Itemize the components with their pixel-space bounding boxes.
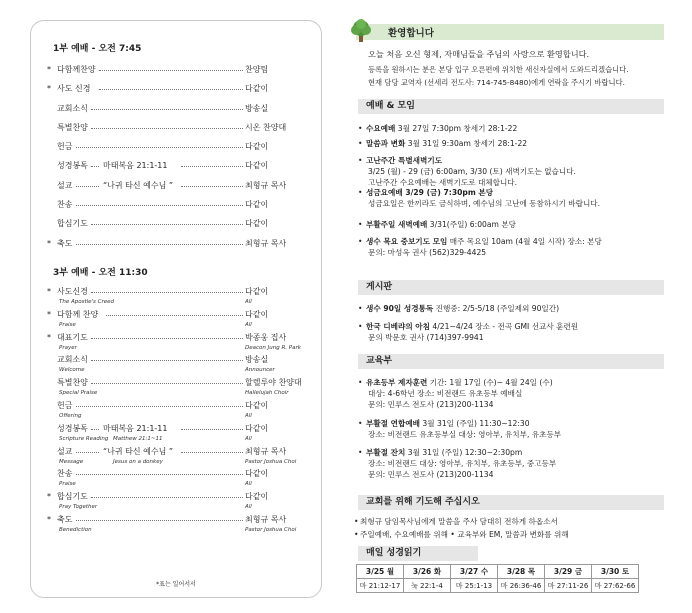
item-title: 성금요예배 3/29 (금) 7:30pm 본당 (366, 188, 494, 197)
order-label: 합심기도 (57, 219, 88, 229)
order-row (47, 378, 312, 401)
order-row (47, 469, 312, 492)
order-label-en: Scripture Reading (59, 435, 109, 442)
welcome-line-2: 등록을 원하시는 분은 본당 입구 오른편에 위치한 새신자실에서 도와드리겠습니다. (368, 65, 629, 74)
standing-marker: * (47, 84, 51, 94)
item-detail: 장소: 비전랜드 유초등부실 대상: 영아부, 유치부, 유초등부 (368, 430, 562, 439)
leader-dots (91, 360, 243, 361)
order-detail: 마태복음 21:1-11 (103, 161, 168, 171)
leader-dots (181, 166, 243, 167)
bullet-dot: • (358, 188, 363, 197)
order-leader-en: Announcer (245, 367, 275, 374)
item-title: 부활절 잔치 (366, 448, 406, 457)
order-row (47, 239, 312, 258)
order-leader: 할렐루야 찬양대 (245, 378, 302, 388)
order-leader: 다같이 (245, 161, 269, 171)
order-detail: “나귀 타신 예수님 ” (103, 446, 174, 456)
order-label: 대표기도 (57, 332, 88, 342)
standing-marker: * (47, 238, 51, 248)
item-title: 생수 목요 중보기도 모임 (366, 237, 448, 246)
order-label: 합심기도 (57, 492, 88, 502)
order-detail-en: Matthew 21:1~11 (113, 435, 163, 442)
order-leader-en: All (245, 481, 252, 488)
leader-dots (106, 315, 243, 316)
order-label-en: The Apostle's Creed (59, 299, 115, 305)
standing-marker: * (47, 309, 51, 319)
reading-day: 3/30 토 (592, 565, 639, 579)
bullet-dot: • (354, 530, 359, 539)
leader-dots (181, 186, 243, 187)
leader-dots (76, 244, 243, 245)
prayer-heading: 교회를 위해 기도해 주십시오 (358, 495, 664, 510)
bullet-dot: • (358, 139, 363, 148)
item-title: 유초등부 제자훈련 (366, 378, 428, 387)
bullet-dot: • (358, 124, 363, 133)
order-label: 사도신경 (57, 287, 88, 296)
order-leader: 방송실 (245, 355, 269, 365)
item-text: 매주 목요일 10am (4월 4일 시작) 장소: 본당 (447, 237, 602, 246)
standing-marker: * (47, 492, 51, 502)
reading-passage: 마 27:11-26 (545, 579, 592, 593)
order-row (47, 492, 312, 515)
bullet-dot: • (358, 237, 363, 246)
welcome-line-1: 오늘 처음 오신 형제, 자매님들을 주님의 사랑으로 환영합니다. (368, 49, 590, 59)
reading-passage: 마 27:62-66 (592, 579, 639, 593)
order-leader: 다같이 (245, 400, 269, 410)
reading-day: 3/26 화 (404, 565, 451, 579)
order-row (47, 65, 312, 84)
order-row (47, 200, 312, 219)
item-title: 수요예배 (366, 124, 396, 133)
worship-order-panel (30, 20, 322, 598)
item-text: 3/31(주일) 6:00am 본당 (427, 220, 516, 229)
order-leader: 다같이 (245, 309, 269, 319)
item-text: 3월 27일 7:30pm 창세기 28:1-22 (395, 124, 518, 133)
leader-dots (91, 166, 99, 167)
item-title: 부활주일 새벽예배 (366, 220, 428, 229)
order-label-en: Pray Together (59, 504, 98, 511)
order-leader: 최형규 목사 (245, 180, 287, 190)
order-label-en: Prayer (59, 344, 77, 351)
item-title: 말씀과 변화 (366, 139, 406, 148)
item-detail: 장소: 비전랜드 대상: 영아부, 유치부, 유초등부, 중고등부 (368, 459, 557, 468)
order-label: 사도 신경 (57, 84, 91, 94)
order-detail-en: Jesus on a donkey (113, 458, 163, 465)
order-label: 설교 (57, 446, 73, 456)
reading-passage: 마 26:36-46 (498, 579, 545, 593)
leader-dots (181, 452, 243, 453)
order-leader: 다같이 (245, 469, 269, 479)
bullet-dot: • (358, 156, 363, 165)
item-detail: 문의: 민루스 전도사 (213)200-1134 (368, 470, 494, 479)
order-label: 성경봉독 (57, 161, 88, 171)
item-line (366, 304, 559, 314)
item-line (366, 156, 442, 166)
bullet-dot: • (358, 419, 363, 428)
education-heading: 교육부 (358, 354, 664, 369)
item-detail: 문의: 민루스 전도사 (213)200-1134 (368, 400, 494, 409)
order-label: 다함께 찬양 (57, 309, 99, 319)
leader-dots (99, 89, 244, 90)
reading-day: 3/28 목 (498, 565, 545, 579)
order-label: 헌금 (57, 142, 73, 152)
leader-dots (76, 186, 99, 187)
order-leader-en: All (245, 412, 252, 419)
item-detail: 성금요일은 한끼라도 금식하며, 예수님의 고난에 동참하시기 바랍니다. (368, 199, 601, 208)
order-leader: 최형규 목사 (245, 446, 287, 456)
item-detail: 대상: 4-6학년 장소: 비전랜드 유초등부 예배실 (368, 389, 523, 398)
order-row (47, 447, 312, 470)
reading-passage: 마 21:12-17 (357, 579, 404, 593)
leader-dots (91, 109, 243, 110)
bullet-dot: • (354, 517, 359, 526)
order-leader: 다같이 (245, 84, 269, 94)
item-text: 3월 31일 9:30am 창세기 28:1-22 (405, 139, 528, 148)
item-line (366, 378, 553, 388)
order-label-en: Offering (59, 412, 82, 419)
order-leader-en: Pastor Joshua Choi (245, 526, 297, 533)
order-label-en: Message (59, 458, 84, 465)
order-leader: 박종웅 집사 (245, 332, 287, 342)
service1-title: 1부 예배 - 오전 7:45 (53, 44, 142, 54)
reading-day: 3/27 수 (451, 565, 498, 579)
item-text: 3월 31일 (주일) 12:30~2:30pm (405, 448, 523, 457)
welcome-line-3: 현재 담당 교역자 (선세리 전도사: 714-745-8480)에게 연락을 주시기 바랍니다. (368, 78, 625, 87)
order-row (47, 355, 312, 378)
order-label: 설교 (57, 180, 73, 190)
item-text: 3월 31일 (주일) 11:30~12:30 (420, 419, 530, 428)
standing-marker: * (47, 287, 51, 296)
item-line (366, 220, 516, 230)
order-row (47, 181, 312, 200)
standing-marker: * (47, 65, 51, 74)
item-line (366, 139, 527, 149)
prayer-item: 최형규 담임목사님에게 말씀을 주사 담대히 전하게 하옵소서 (360, 517, 558, 526)
order-label: 찬송 (57, 469, 73, 479)
order-row (47, 84, 312, 103)
bullet-dot: • (358, 448, 363, 457)
order-leader: 다같이 (245, 287, 269, 296)
order-leader: 최형규 목사 (245, 238, 287, 248)
reading-table (356, 564, 639, 593)
order-leader: 방송실 (245, 103, 269, 113)
order-leader-en: Hallelujah Choir (245, 390, 289, 397)
reading-day: 3/29 금 (545, 565, 592, 579)
order-leader-en: All (245, 299, 252, 305)
welcome-title: 환영합니다 (388, 28, 434, 39)
order-row (47, 219, 312, 238)
order-label: 헌금 (57, 400, 73, 410)
item-text: 4/21~4/24 장소 - 전곡 GMI 선교사 훈련원 (429, 322, 579, 331)
item-line (366, 448, 522, 458)
reading-heading: 매일 성경읽기 (358, 546, 478, 561)
order-label-en: Welcome (59, 367, 85, 374)
bullet-dot: • (358, 322, 363, 331)
order-row (47, 310, 312, 333)
service3-order (47, 287, 312, 538)
item-title: 고난주간 특별새벽기도 (366, 156, 442, 165)
order-row (47, 515, 312, 538)
leader-dots (91, 224, 243, 225)
order-label-en: Praise (59, 481, 76, 488)
leader-dots (181, 429, 243, 430)
order-row (47, 161, 312, 180)
bullet-dot: • (358, 304, 363, 313)
board-heading: 게시판 (358, 280, 664, 295)
prayer-item: 주일예배, 수요예배를 위해 • 교육부와 EM, 말씀과 변화를 위해 (360, 530, 569, 539)
order-label-en: Special Praise (59, 390, 98, 397)
order-row (47, 123, 312, 142)
tree-icon (348, 18, 374, 44)
item-text: 진행중: 2/5-5/18 (주일제외 90일간) (433, 304, 560, 313)
leader-dots (99, 70, 244, 71)
item-line (366, 322, 578, 332)
leader-dots (91, 497, 243, 498)
leader-dots (91, 128, 243, 129)
order-label-en: Praise (59, 321, 76, 328)
leader-dots (91, 383, 243, 384)
order-leader: 다같이 (245, 492, 269, 502)
item-detail: 문의 박문호 권사 (714)397-9941 (368, 333, 484, 342)
standing-marker: * (47, 514, 51, 524)
reading-passage: 눅 22:1-4 (404, 579, 451, 593)
order-row (47, 401, 312, 424)
item-detail: 문의: 마성옥 권사 (562)329-4425 (368, 248, 487, 257)
item-title: 한국 디베랴의 아침 (366, 322, 430, 331)
reading-passage: 마 25:1-13 (451, 579, 498, 593)
reading-day: 3/25 월 (357, 565, 404, 579)
item-detail: 3/25 (월) - 29 (금) 6:00am, 3/30 (토) 새벽기도는 없습니다. (368, 167, 576, 176)
leader-dots (76, 205, 243, 206)
leader-dots (76, 474, 243, 475)
order-leader-en: All (245, 435, 252, 442)
item-line (366, 237, 602, 247)
leader-dots (91, 338, 243, 339)
leader-dots (76, 520, 243, 521)
order-leader: 다같이 (245, 200, 269, 210)
order-label: 찬송 (57, 200, 73, 210)
leader-dots (76, 147, 243, 148)
order-label-en: Benediction (59, 526, 92, 533)
service1-order (47, 65, 312, 258)
worship-heading: 예배 & 모임 (358, 99, 664, 114)
order-label: 축도 (57, 514, 73, 524)
order-detail: 마태복음 21:1-11 (103, 423, 168, 433)
order-label: 특별찬양 (57, 122, 88, 132)
order-leader: 다같이 (245, 423, 269, 433)
item-line (366, 188, 493, 198)
order-row (47, 142, 312, 161)
order-row (47, 287, 312, 310)
order-detail: “나귀 타신 예수님 ” (103, 180, 174, 190)
standing-marker: * (47, 332, 51, 342)
standing-footnote: *표는 일어서서 (156, 581, 196, 588)
order-label: 교회소식 (57, 355, 88, 365)
bullet-dot: • (358, 378, 363, 387)
item-title: 부활절 연합예배 (366, 419, 420, 428)
item-line (366, 124, 517, 134)
order-leader: 다같이 (245, 219, 269, 229)
item-line (366, 419, 530, 429)
leader-dots (76, 406, 243, 407)
order-leader-en: All (245, 321, 252, 328)
order-leader-en: Deacon Jung R. Park (245, 344, 301, 351)
order-leader: 최형규 목사 (245, 514, 287, 524)
order-leader: 시온 찬양대 (245, 122, 287, 132)
order-leader-en: Pastor Joshua Choi (245, 458, 297, 465)
order-leader: 다같이 (245, 142, 269, 152)
order-leader: 찬양팀 (245, 65, 269, 74)
order-leader-en: All (245, 504, 252, 511)
bullet-dot: • (358, 220, 363, 229)
order-label: 특별찬양 (57, 378, 88, 388)
order-row (47, 104, 312, 123)
item-text: 기간: 1월 17일 (수)~ 4월 24일 (수) (427, 378, 553, 387)
order-label: 축도 (57, 238, 73, 248)
order-row (47, 333, 312, 356)
order-label: 다함께찬양 (57, 65, 96, 74)
order-label: 성경봉독 (57, 423, 88, 433)
item-title: 생수 90일 성경통독 (366, 304, 434, 313)
leader-dots (91, 292, 243, 293)
order-row (47, 424, 312, 447)
order-label: 교회소식 (57, 103, 88, 113)
item-detail: 고난주간 수요예배는 새벽기도로 대체합니다. (368, 178, 518, 187)
leader-dots (91, 429, 99, 430)
leader-dots (76, 452, 99, 453)
service3-title: 3부 예배 - 오전 11:30 (53, 268, 148, 278)
